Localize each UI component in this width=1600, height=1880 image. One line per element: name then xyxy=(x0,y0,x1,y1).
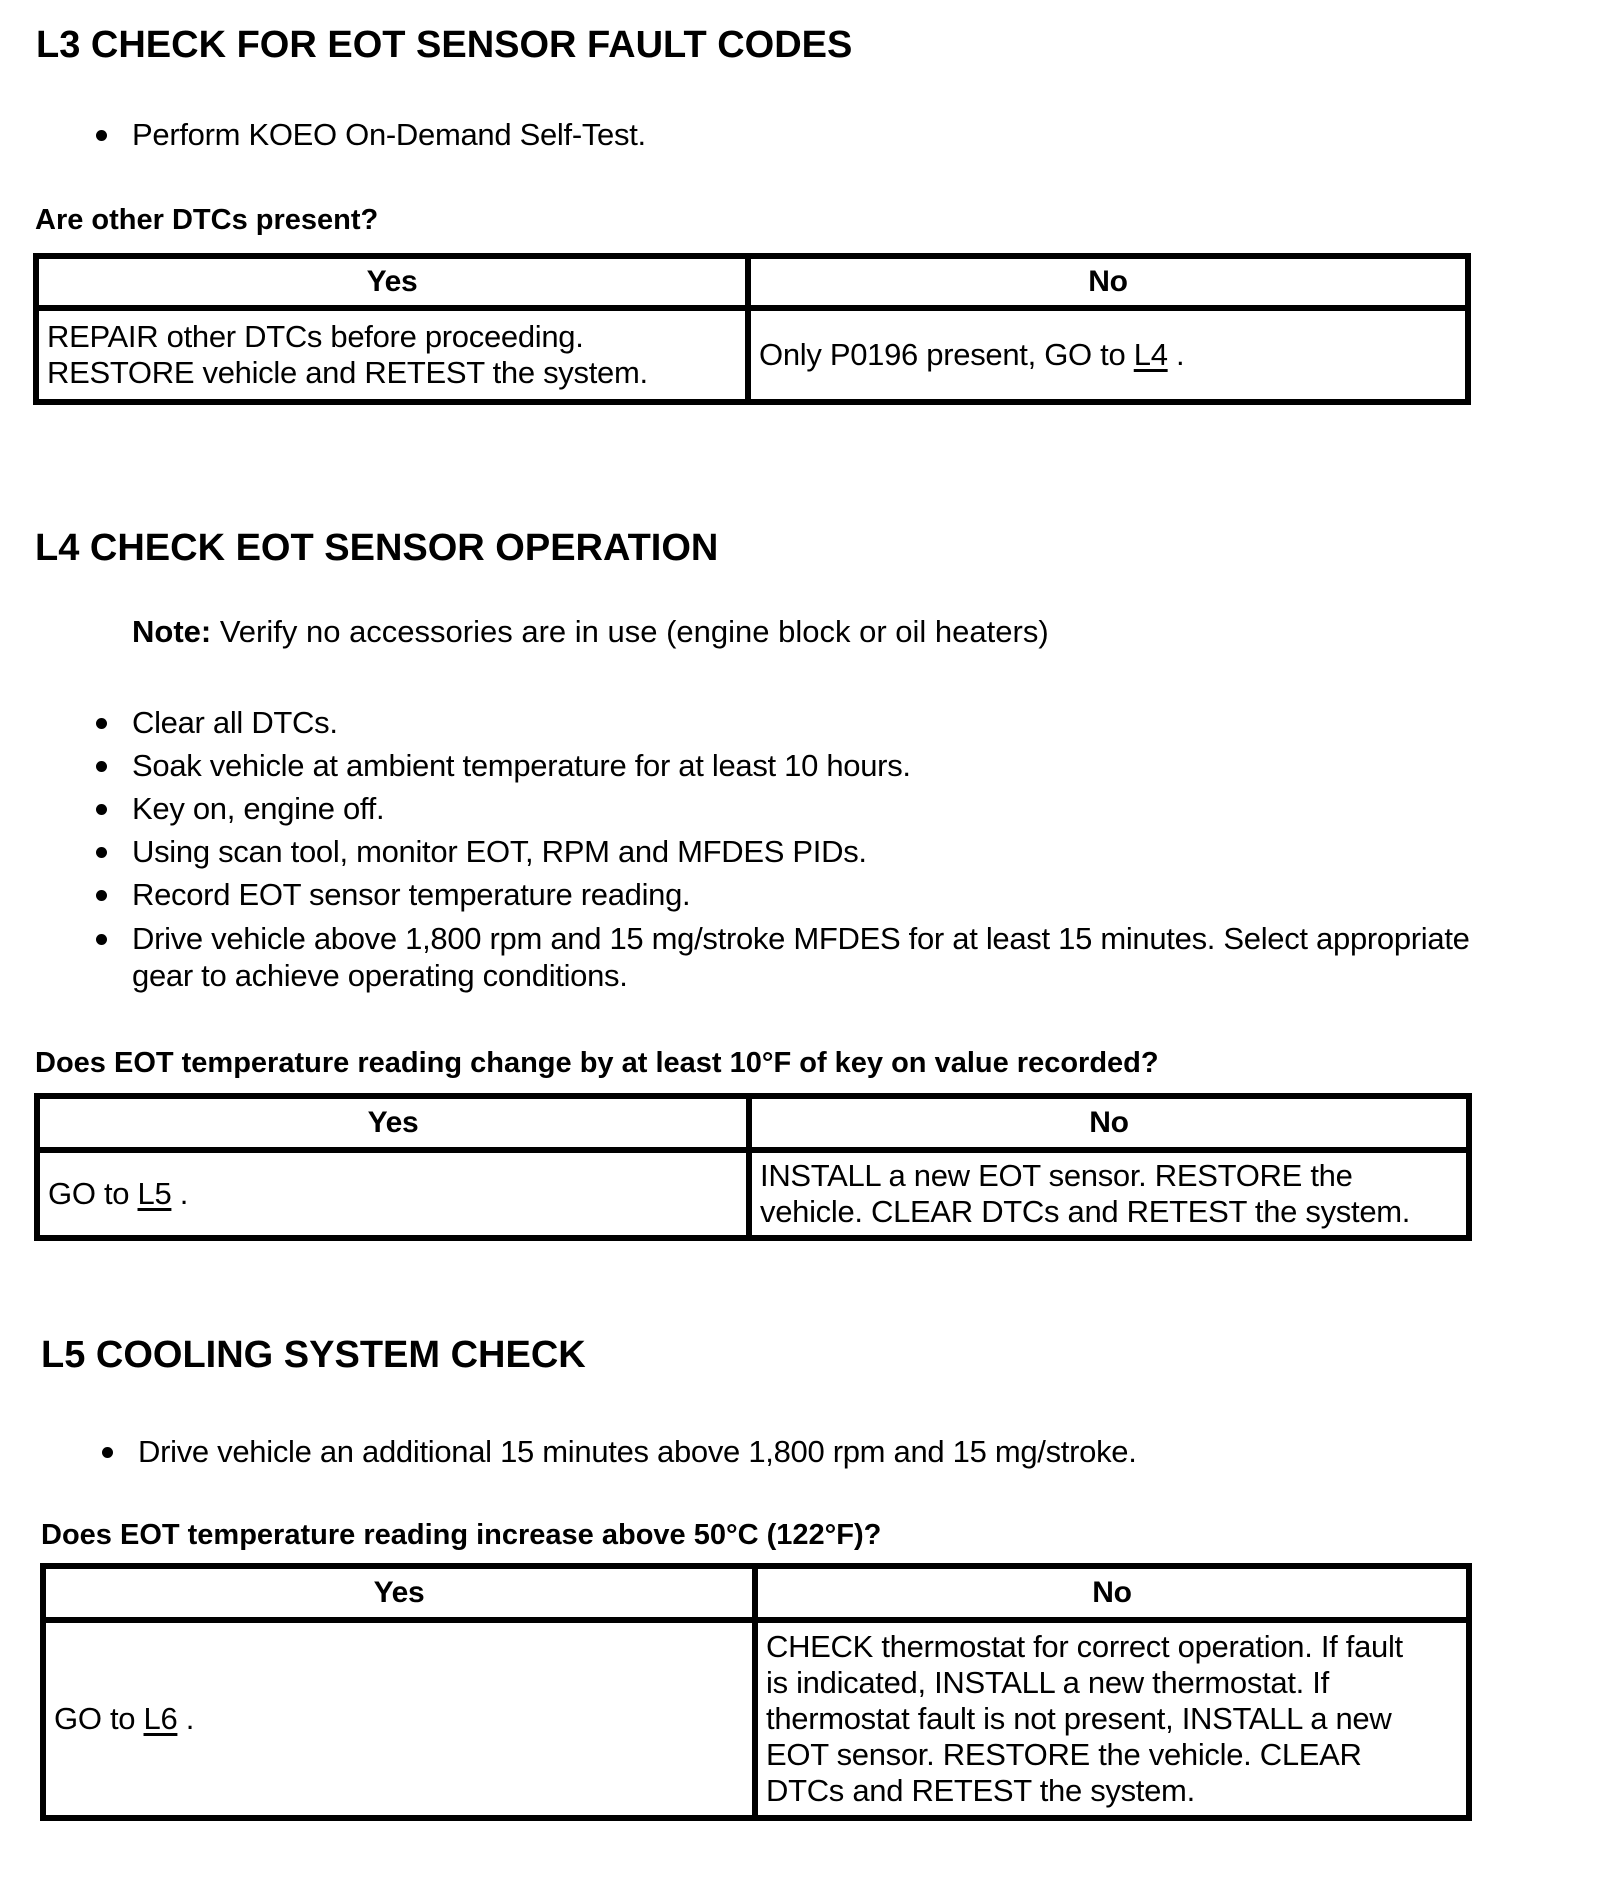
link-l6[interactable]: L6 xyxy=(143,1701,178,1736)
link-l5[interactable]: L5 xyxy=(137,1176,172,1211)
yes-prefix: GO to xyxy=(48,1176,138,1211)
no-header: No xyxy=(748,256,1468,308)
no-header: No xyxy=(755,1566,1469,1620)
yes-cell xyxy=(37,1150,749,1238)
yes-cell xyxy=(36,308,748,402)
no-line: INSTALL a new EOT sensor. RESTORE the xyxy=(760,1158,1353,1193)
l4-question: Does EOT temperature reading change by at least 10°F of key on value recorded? xyxy=(35,1047,1159,1079)
yes-line: REPAIR other DTCs before proceeding. xyxy=(47,319,584,354)
list-item: Soak vehicle at ambient temperature for at least 10 hours. xyxy=(132,748,911,783)
section-title-l3: L3 CHECK FOR EOT SENSOR FAULT CODES xyxy=(36,24,853,66)
list-item: Drive vehicle above 1,800 rpm and 15 mg/stroke MFDES for at least 15 minutes. Select appropriate xyxy=(132,921,1470,956)
yes-cell xyxy=(43,1620,755,1818)
no-prefix: Only P0196 present, GO to xyxy=(759,337,1134,372)
l5-decision-table xyxy=(40,1563,1472,1821)
yes-header: Yes xyxy=(37,1096,749,1150)
yes-line: RESTORE vehicle and RETEST the system. xyxy=(47,355,648,390)
bullet-icon xyxy=(96,804,107,815)
yes-suffix: . xyxy=(171,1176,189,1211)
yes-header: Yes xyxy=(43,1566,755,1620)
list-item-continuation: gear to achieve operating conditions. xyxy=(132,958,628,993)
bullet-icon xyxy=(96,130,107,141)
bullet-icon xyxy=(96,934,107,945)
link-l4[interactable]: L4 xyxy=(1133,337,1168,372)
l3-decision-table xyxy=(33,253,1471,405)
section-title-l4: L4 CHECK EOT SENSOR OPERATION xyxy=(35,527,719,569)
list-item: Drive vehicle an additional 15 minutes above 1,800 rpm and 15 mg/stroke. xyxy=(138,1434,1137,1469)
l4-decision-table xyxy=(34,1093,1472,1241)
l4-note xyxy=(132,614,1049,650)
no-line: vehicle. CLEAR DTCs and RETEST the system. xyxy=(760,1194,1411,1229)
l3-question: Are other DTCs present? xyxy=(35,204,379,236)
bullet-icon xyxy=(102,1447,113,1458)
no-header: No xyxy=(749,1096,1469,1150)
l5-question: Does EOT temperature reading increase above 50°C (122°F)? xyxy=(41,1519,882,1551)
yes-prefix: GO to xyxy=(54,1701,144,1736)
no-suffix: . xyxy=(1167,337,1185,372)
list-item: Perform KOEO On-Demand Self-Test. xyxy=(132,117,646,152)
no-line: thermostat fault is not present, INSTALL a new xyxy=(766,1701,1392,1736)
no-line: EOT sensor. RESTORE the vehicle. CLEAR xyxy=(766,1737,1362,1772)
list-item: Key on, engine off. xyxy=(132,791,385,826)
no-line: DTCs and RETEST the system. xyxy=(766,1773,1195,1808)
yes-suffix: . xyxy=(177,1701,195,1736)
no-line: is indicated, INSTALL a new thermostat. If xyxy=(766,1665,1329,1700)
note-label: Note: xyxy=(132,614,212,649)
no-line: CHECK thermostat for correct operation. If fault xyxy=(766,1629,1403,1664)
list-item: Clear all DTCs. xyxy=(132,705,338,740)
section-title-l5: L5 COOLING SYSTEM CHECK xyxy=(41,1334,586,1376)
no-cell xyxy=(748,308,1468,402)
bullet-icon xyxy=(96,718,107,729)
bullet-icon xyxy=(96,890,107,901)
no-cell xyxy=(755,1620,1469,1818)
note-text: Verify no accessories are in use (engine block or oil heaters) xyxy=(211,614,1049,649)
yes-header: Yes xyxy=(36,256,748,308)
list-item: Using scan tool, monitor EOT, RPM and MFDES PIDs. xyxy=(132,834,867,869)
list-item: Record EOT sensor temperature reading. xyxy=(132,877,691,912)
no-cell xyxy=(749,1150,1469,1238)
bullet-icon xyxy=(96,761,107,772)
bullet-icon xyxy=(96,847,107,858)
